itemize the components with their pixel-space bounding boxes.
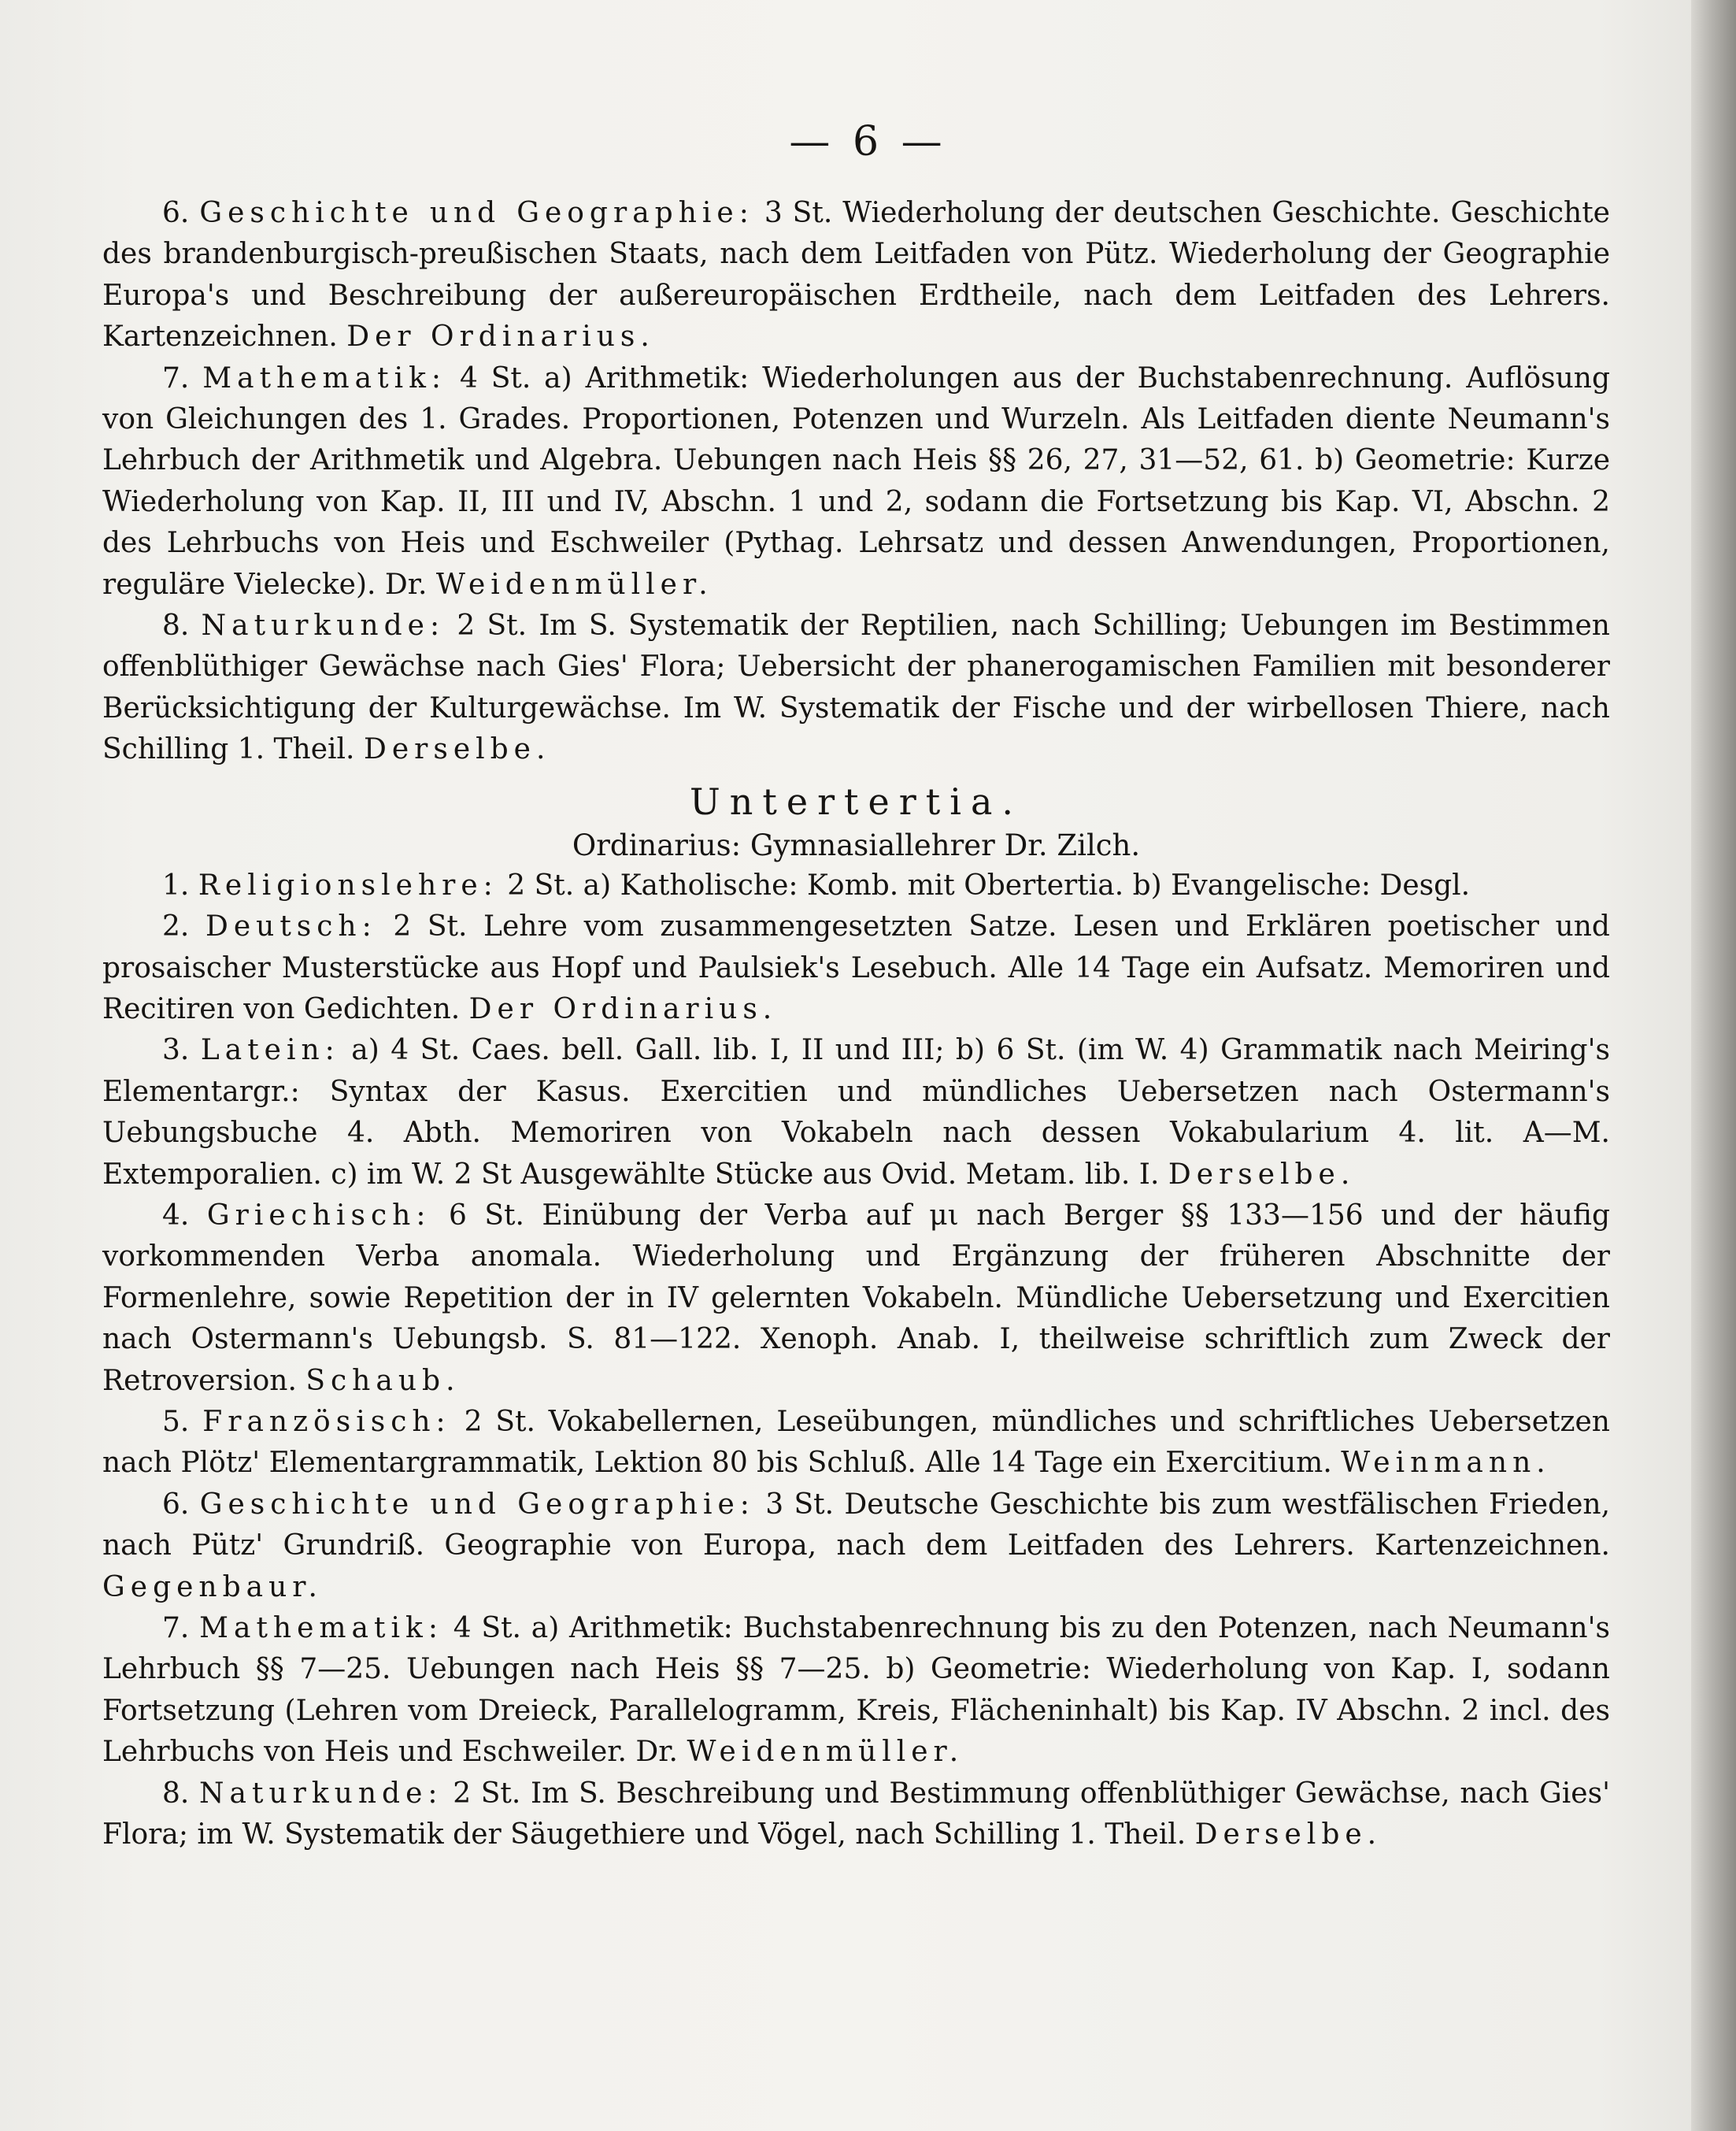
- subject-name: Französisch:: [202, 1405, 451, 1438]
- subject-name: Deutsch:: [205, 910, 377, 943]
- item-number: 3.: [162, 1034, 190, 1067]
- item-number: 8.: [162, 610, 190, 643]
- subject-description: 4 St. a) Arithmetik: Buchstabenrechnung bis zu den Potenzen, nach Neumann's Lehrbuch §§ 7—25. Uebungen nach Heis §§ 7—25. b) Geometrie: Wiederholung von Kap. I, sodann Fortsetzung (Lehren vom Dreieck, Parallelogramm, Kreis, Flächeninhalt) bis Kap. IV Abschn. 2 incl. des Lehrbuchs von Heis und Eschweiler. Dr.: [102, 1612, 1610, 1769]
- subject-description: 3 St. Deutsche Geschichte bis zum westfälischen Frieden, nach Pütz' Grundriß. Geographie von Europa, nach dem Leitfaden des Lehrers. Kartenzeichnen.: [102, 1488, 1611, 1562]
- teacher-name: Der Ordinarius.: [468, 992, 778, 1025]
- subject-paragraph: [102, 1030, 1610, 1195]
- subject-paragraph: [102, 606, 1610, 771]
- obertertia-section: [102, 193, 1610, 771]
- subject-paragraph: [102, 1195, 1610, 1402]
- subject-paragraph: [102, 1608, 1610, 1773]
- subject-paragraph: [102, 906, 1610, 1030]
- page-number: — 6 —: [789, 118, 947, 165]
- subject-name: Naturkunde:: [201, 610, 446, 643]
- teacher-name: Derselbe.: [363, 733, 551, 766]
- subject-description: 6 St. Einübung der Verba auf μι nach Berger §§ 133—156 und der häufig vorkommenden Verba anomala. Wiederholung und Ergänzung der früheren Abschnitte der Formenlehre, sowie Repetition der in IV gelernten Vokabeln. Mündliche Uebersetzung und Exercitien nach Ostermann's Uebungsb. S. 81—122. Xenoph. Anab. I, theilweise schriftlich zum Zweck der Retroversion.: [102, 1199, 1611, 1397]
- item-number: 5.: [162, 1405, 190, 1438]
- subject-paragraph: [102, 193, 1610, 358]
- subject-description: 2 St. Lehre vom zusammengesetzten Satze. Lesen und Erklären poetischer und prosaischer Musterstücke aus Hopf und Paulsiek's Lesebuch. Alle 14 Tage ein Aufsatz. Memoriren und Recitiren von Gedichten.: [102, 910, 1610, 1025]
- subject-paragraph: [102, 358, 1610, 606]
- item-number: 6.: [162, 1488, 190, 1521]
- teacher-name: Derselbe.: [1194, 1818, 1383, 1851]
- subject-description: 2 St. Im S. Beschreibung und Bestimmung offenblüthiger Gewächse, nach Gies' Flora; im W. Systematik der Säugethiere und Vögel, nach Schilling 1. Theil.: [102, 1777, 1610, 1851]
- subject-name: Mathematik:: [199, 1612, 443, 1644]
- subject-name: Geschichte und Geographie:: [199, 1488, 755, 1521]
- subject-paragraph: [102, 1484, 1610, 1608]
- subject-description: a) 4 St. Caes. bell. Gall. lib. I, II und III; b) 6 St. (im W. 4) Grammatik nach Meiring's Elementargr.: Syntax der Kasus. Exercitien und mündliches Uebersetzen nach Ostermann's Uebungsbuche 4. Abth. Memoriren von Vokabeln nach dessen Vokabularium 4. lit. A—M. Extemporalien. c) im W. 2 St Ausgewählte Stücke aus Ovid. Metam. lib. I.: [102, 1034, 1610, 1191]
- subject-name: Griechisch:: [206, 1199, 431, 1232]
- ordinarius-line: Ordinarius: Gymnasiallehrer Dr. Zilch.: [572, 828, 1141, 862]
- teacher-name: Weidenmüller.: [687, 1736, 964, 1769]
- subject-description: 3 St. Wiederholung der deutschen Geschichte. Geschichte des brandenburgisch-preußischen Staats, nach dem Leitfaden von Pütz. Wiederholung der Geographie Europa's und Beschreibung der außereuropäischen Erdtheile, nach dem Leitfaden des Lehrers. Kartenzeichnen.: [102, 197, 1610, 354]
- subject-name: Mathematik:: [202, 361, 447, 395]
- subject-name: Naturkunde:: [199, 1777, 443, 1810]
- item-number: 1.: [162, 869, 190, 902]
- subject-paragraph: [102, 1773, 1610, 1856]
- item-number: 7.: [162, 1612, 190, 1644]
- item-number: 8.: [162, 1777, 190, 1810]
- teacher-name: Schaub.: [305, 1364, 461, 1397]
- subject-name: Geschichte und Geographie:: [199, 197, 754, 229]
- subject-description: 2 St. Im S. Systematik der Reptilien, nach Schilling; Uebungen im Bestimmen offenblüthiger Gewächse nach Gies' Flora; Uebersicht der phanerogamischen Familien mit besonderer Berücksichtigung der Kulturgewächse. Im W. Systematik der Fische und der wirbellosen Thiere, nach Schilling 1. Theil.: [102, 610, 1610, 766]
- teacher-name: Weinmann.: [1341, 1447, 1551, 1480]
- subject-description: 2 St. Vokabellernen, Leseübungen, mündliches und schriftliches Uebersetzen nach Plötz' Elementargrammatik, Lektion 80 bis Schluß. Alle 14 Tage ein Exercitium.: [102, 1405, 1610, 1480]
- teacher-name: Weidenmüller.: [435, 568, 713, 601]
- untertertia-section: [102, 865, 1610, 1856]
- subject-paragraph: [102, 1402, 1610, 1484]
- item-number: 4.: [162, 1199, 190, 1232]
- subject-description: 2 St. a) Katholische: Komb. mit Obertertia. b) Evangelische: Desgl.: [507, 869, 1471, 902]
- teacher-name: Derselbe.: [1168, 1158, 1356, 1191]
- subject-paragraph: [102, 865, 1610, 906]
- section-title: Untertertia.: [689, 780, 1023, 823]
- subject-name: Religionslehre:: [198, 869, 498, 902]
- subject-description: 4 St. a) Arithmetik: Wiederholungen aus der Buchstabenrechnung. Auflösung von Gleichungen des 1. Grades. Proportionen, Potenzen und Wurzeln. Als Leitfaden diente Neumann's Lehrbuch der Arithmetik und Algebra. Uebungen nach Heis §§ 26, 27, 31—52, 61. b) Geometrie: Kurze Wiederholung von Kap. II, III und IV, Abschn. 1 und 2, sodann die Fortsetzung bis Kap. VI, Abschn. 2 des Lehrbuchs von Heis und Eschweiler (Pythag. Lehrsatz und dessen Anwendungen, Proportionen, reguläre Vielecke). Dr.: [102, 361, 1610, 601]
- subject-name: Latein:: [200, 1034, 340, 1067]
- teacher-name: Der Ordinarius.: [346, 321, 655, 354]
- binding-shadow: [1691, 0, 1736, 2131]
- item-number: 6.: [162, 197, 190, 229]
- teacher-name: Gegenbaur.: [102, 1570, 323, 1603]
- item-number: 2.: [162, 910, 190, 943]
- item-number: 7.: [162, 361, 190, 395]
- body-text: [102, 193, 1610, 1855]
